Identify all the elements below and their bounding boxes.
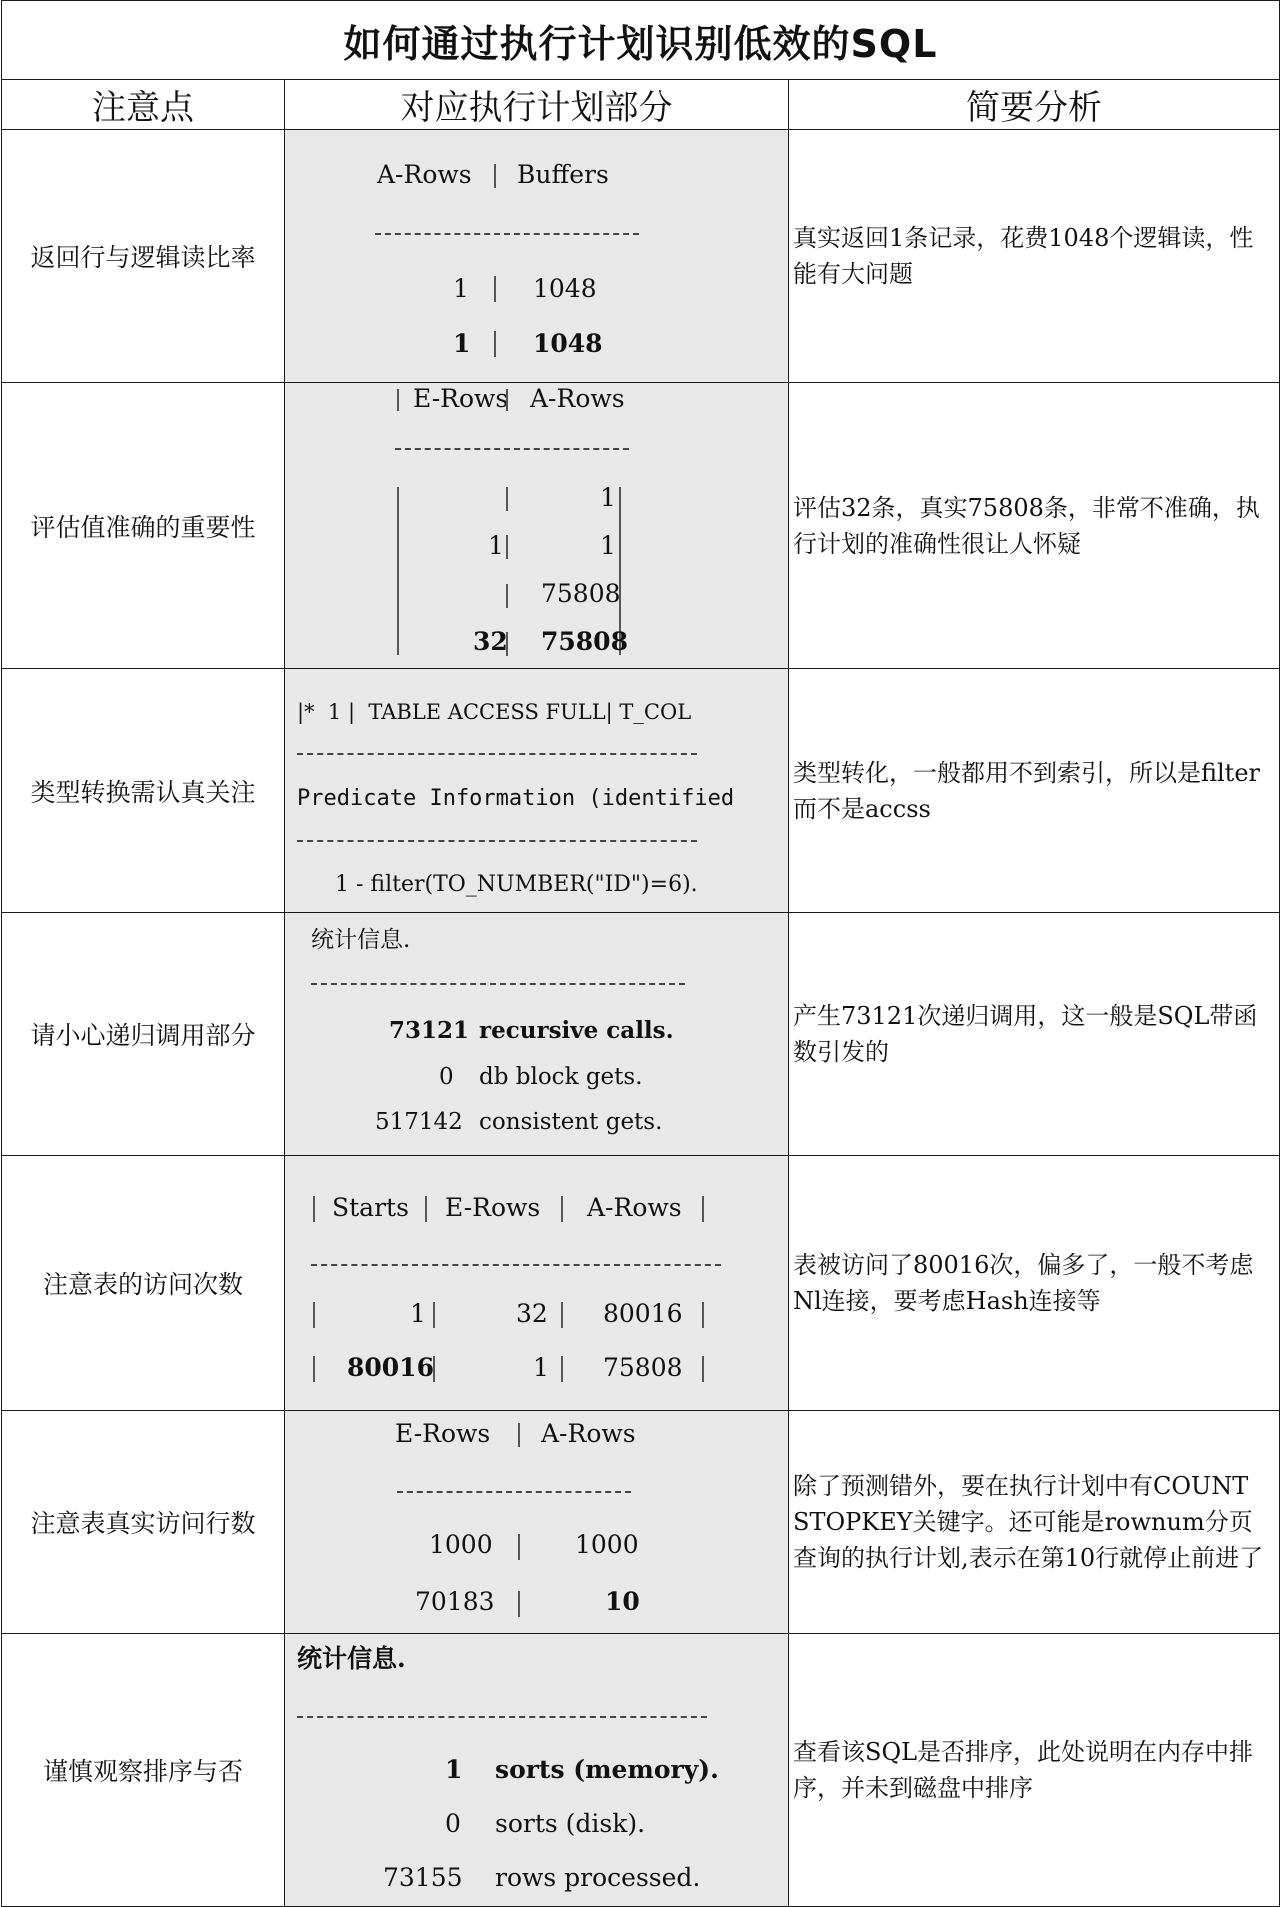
header-analysis: 简要分析 [789, 80, 1280, 130]
divider [433, 1356, 435, 1382]
table-row [2, 669, 1280, 913]
plan-cell [285, 130, 789, 383]
plan-text: 1048 [533, 329, 603, 358]
divider [518, 1534, 520, 1560]
dashed-rule [375, 233, 639, 235]
plan-text: 0 [445, 1809, 461, 1838]
analysis-cell: 查看该SQL是否排序，此处说明在内存中排序，并未到磁盘中排序 [789, 1634, 1280, 1907]
plan-text: consistent gets. [479, 1109, 663, 1135]
plan-text: E-Rows [395, 1419, 491, 1448]
plan-text: A-Rows [541, 1419, 636, 1448]
note-cell: 谨慎观察排序与否 [2, 1634, 285, 1907]
divider [397, 389, 399, 411]
sql-plan-table [1, 0, 1280, 1907]
plan-text: |* 1 | TABLE ACCESS FULL| T_COL [297, 700, 692, 724]
table-row [2, 383, 1280, 669]
table-row [2, 913, 1280, 1156]
plan-text: 10 [605, 1587, 640, 1616]
divider [313, 1356, 315, 1382]
plan-cell [285, 1634, 789, 1907]
plan-text: 1000 [575, 1530, 639, 1559]
plan-text: rows processed. [495, 1863, 701, 1892]
plan-text: E-Rows [445, 1193, 541, 1222]
header-plan: 对应执行计划部分 [285, 80, 789, 130]
divider [561, 1356, 563, 1382]
dashed-rule [297, 840, 697, 842]
analysis-cell: 产生73121次递归调用，这一般是SQL带函数引发的 [789, 913, 1280, 1156]
table-row [2, 1634, 1280, 1907]
plan-text: recursive calls. [479, 1017, 674, 1044]
plan-text: Predicate Information (identified [297, 786, 735, 811]
table-row [2, 130, 1280, 383]
note-cell: 评估值准确的重要性 [2, 383, 285, 669]
plan-text: Starts [332, 1193, 409, 1222]
plan-text: sorts (memory). [495, 1755, 719, 1784]
plan-text: 73155 [383, 1863, 463, 1892]
plan-text: A-Rows [377, 160, 472, 189]
analysis-cell: 评估32条，真实75808条，非常不准确，执行计划的准确性很让人怀疑 [789, 383, 1280, 669]
divider [518, 1423, 520, 1447]
plan-cell [285, 1411, 789, 1634]
analysis-cell: 表被访问了80016次，偏多了，一般不考虑Nl连接，要考虑Hash连接等 [789, 1156, 1280, 1411]
divider [506, 389, 508, 411]
dashed-rule [311, 1264, 721, 1266]
plan-text: 1 - filter(TO_NUMBER("ID")=6). [335, 872, 698, 897]
plan-text: 1 [533, 1353, 549, 1382]
plan-text: 1048 [533, 274, 597, 303]
plan-text: 1 [600, 531, 616, 560]
header-note: 注意点 [2, 80, 285, 130]
plan-text: 1 [453, 274, 469, 303]
note-cell: 返回行与逻辑读比率 [2, 130, 285, 383]
analysis-cell: 真实返回1条记录，花费1048个逻辑读，性能有大问题 [789, 130, 1280, 383]
plan-text: Buffers [517, 160, 609, 189]
divider [702, 1196, 704, 1222]
divider [313, 1302, 315, 1328]
dashed-rule [297, 753, 697, 755]
dashed-rule [297, 1716, 707, 1718]
table-row [2, 1156, 1280, 1411]
dashed-rule [311, 983, 685, 985]
note-cell: 类型转换需认真关注 [2, 669, 285, 913]
plan-cell [285, 669, 789, 913]
divider [506, 584, 508, 608]
plan-text: 统计信息. [311, 927, 411, 953]
plan-text: db block gets. [479, 1064, 643, 1090]
plan-text: 1 [453, 329, 471, 358]
plan-text: 80016 [347, 1353, 434, 1382]
plan-text: sorts (disk). [495, 1809, 646, 1838]
plan-text: A-Rows [587, 1193, 682, 1222]
note-cell: 请小心递归调用部分 [2, 913, 285, 1156]
divider [397, 487, 399, 655]
plan-text: 75808 [603, 1353, 683, 1382]
plan-text: 统计信息. [297, 1644, 406, 1673]
plan-text: E-Rows [413, 384, 509, 413]
plan-cell [285, 383, 789, 669]
note-cell: 注意表真实访问行数 [2, 1411, 285, 1634]
plan-text: 32 [473, 627, 508, 656]
page-title: 如何通过执行计划识别低效的SQL [2, 1, 1280, 80]
plan-text: 75808 [541, 627, 628, 656]
table-row [2, 1411, 1280, 1634]
divider [561, 1302, 563, 1328]
plan-text: 1 [410, 1299, 426, 1328]
analysis-cell: 除了预测错外，要在执行计划中有COUNT STOPKEY关键字。还可能是rownum分页查询的执行计划,表示在第10行就停止前进了 [789, 1411, 1280, 1634]
divider [433, 1302, 435, 1328]
dashed-rule [395, 448, 629, 450]
analysis-cell: 类型转化，一般都用不到索引，所以是filter而不是accss [789, 669, 1280, 913]
plan-cell [285, 1156, 789, 1411]
divider [494, 164, 496, 188]
plan-text: 0 [439, 1064, 454, 1090]
divider [518, 1591, 520, 1617]
plan-cell [285, 913, 789, 1156]
plan-text: 517142 [375, 1109, 463, 1135]
divider [702, 1356, 704, 1382]
plan-text: 70183 [415, 1587, 495, 1616]
note-cell: 注意表的访问次数 [2, 1156, 285, 1411]
plan-text: 1000 [429, 1530, 493, 1559]
divider [506, 535, 508, 559]
divider [494, 276, 496, 302]
plan-text: 1 [488, 531, 504, 560]
plan-text: 1 [600, 483, 616, 512]
divider [494, 331, 496, 357]
plan-text: 1 [445, 1755, 463, 1784]
divider [425, 1196, 427, 1222]
plan-text: 73121 [389, 1017, 470, 1044]
plan-text: 75808 [541, 579, 621, 608]
plan-text: A-Rows [530, 384, 625, 413]
divider [702, 1302, 704, 1328]
divider [313, 1196, 315, 1222]
plan-text: 80016 [603, 1299, 683, 1328]
divider [506, 487, 508, 511]
plan-text: 32 [516, 1299, 548, 1328]
dashed-rule [397, 1491, 631, 1493]
divider [561, 1196, 563, 1222]
